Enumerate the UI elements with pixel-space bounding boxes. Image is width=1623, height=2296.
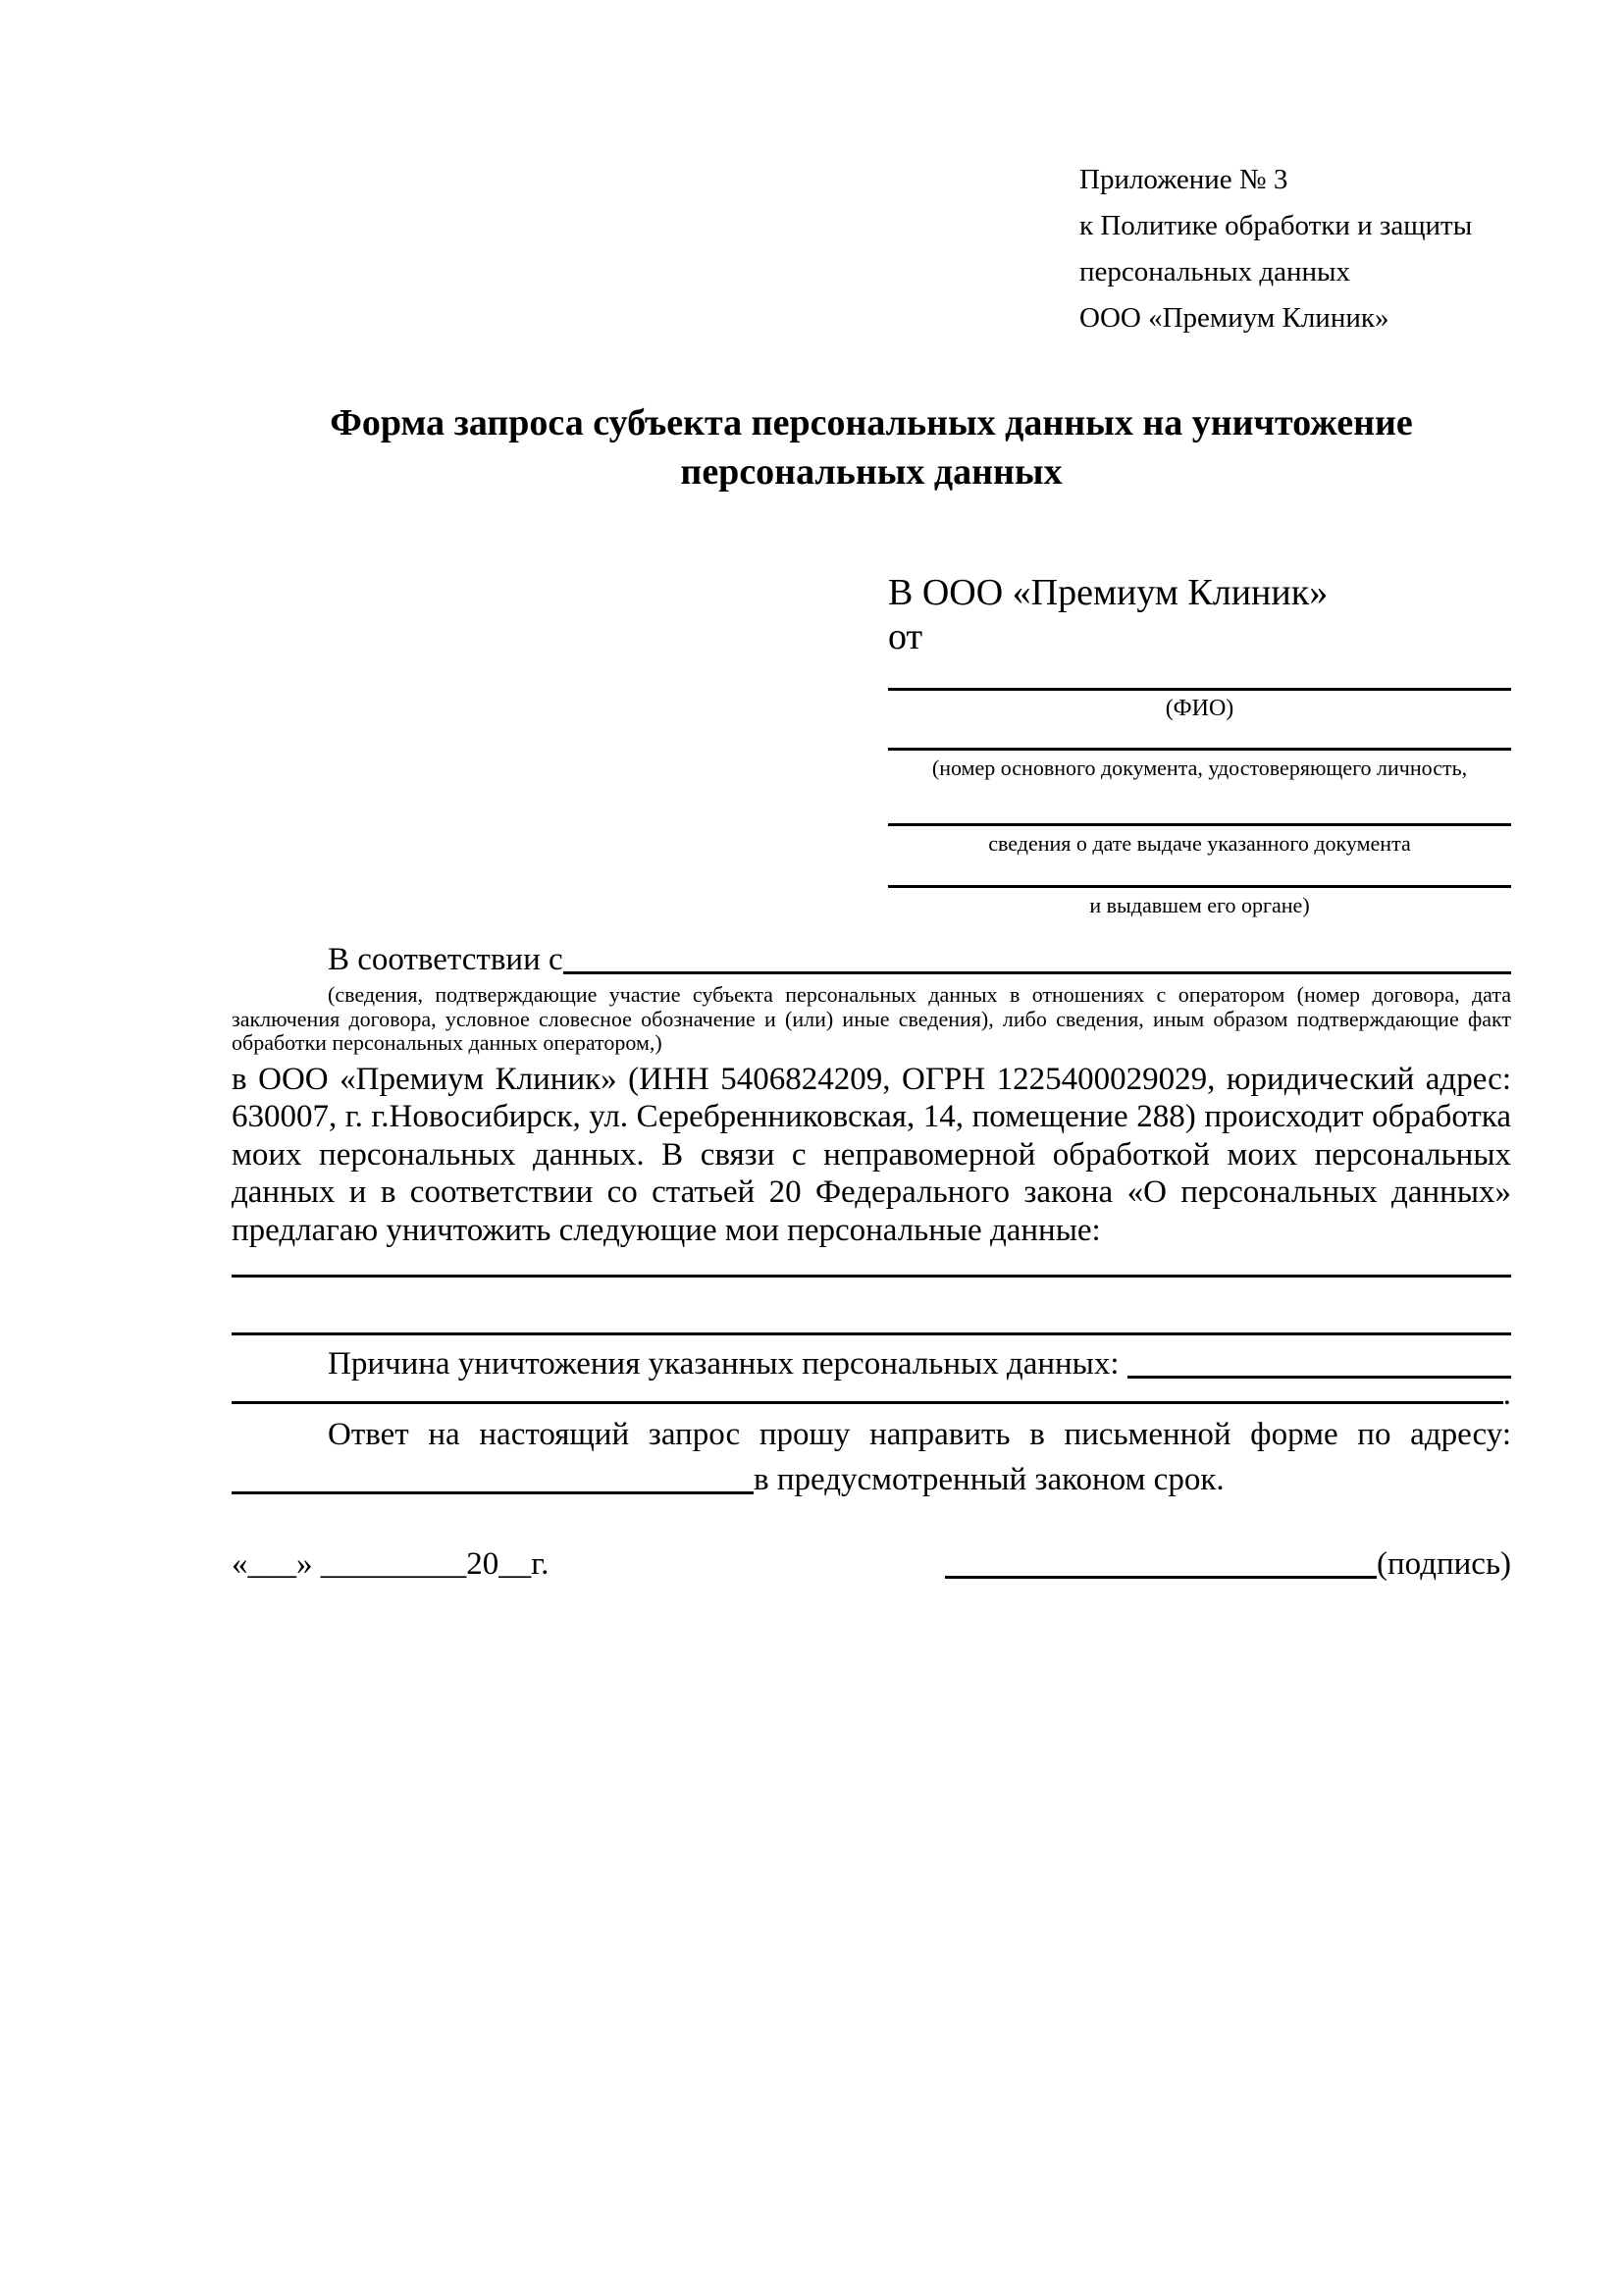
appendix-line: Приложение № 3 bbox=[1079, 164, 1288, 195]
address-field-line[interactable] bbox=[232, 1491, 754, 1494]
accordance-note: (сведения, подтверждающие участие субъекта персональных данных в отношениях с оператором (номер договора, дата заключения договора, условное словесное обозначение и (или) иные сведения), либо сведения, иным образом подтверждающие факт обработки персональных данных оператором,) bbox=[232, 982, 1511, 1055]
addressee-from: от bbox=[888, 616, 923, 657]
accordance-prefix: В соответствии с bbox=[328, 942, 563, 977]
appendix-line: ООО «Премиум Клиник» bbox=[1079, 302, 1389, 334]
addressee-to: В ООО «Премиум Клиник» bbox=[888, 572, 1329, 613]
reason-field-line[interactable] bbox=[1127, 1376, 1511, 1379]
signature-row bbox=[232, 1544, 1511, 1584]
reason-row bbox=[232, 1344, 1511, 1383]
personal-data-field-line[interactable] bbox=[232, 1275, 1511, 1278]
response-line: Ответ на настоящий запрос прошу направить в письменной форме по адресу: bbox=[328, 1417, 1511, 1452]
accordance-field-line[interactable] bbox=[563, 971, 1511, 974]
document-title bbox=[232, 398, 1511, 496]
reason-continuation-row bbox=[232, 1377, 1511, 1412]
reason-label: Причина уничтожения указанных персональных данных: bbox=[328, 1346, 1120, 1382]
fio-label: (ФИО) bbox=[888, 691, 1511, 751]
address-row bbox=[232, 1460, 1511, 1499]
document-number-label: (номер основного документа, удостоверяющего личность, bbox=[888, 751, 1511, 826]
term-suffix: в предусмотренный законом срок. bbox=[754, 1462, 1225, 1497]
date-field[interactable]: «___» _________20__г. bbox=[232, 1546, 550, 1582]
appendix-line: к Политике обработки и защиты bbox=[1079, 210, 1473, 241]
main-paragraph: в ООО «Премиум Клиник» (ИНН 5406824209, ОГРН 1225400029029, юридический адрес: 630007, г. г.Новосибирск, ул. Серебренниковская, 14, помещение 288) происходит обработка моих персональных данных. В связи с неправомерной обработкой моих персональных данных и в соответствии со статьей 20 Федерального закона «О персональных данных» предлагаю уничтожить следующие мои персональные данные: bbox=[232, 1061, 1511, 1248]
document-title-line: Форма запроса субъекта персональных данных на уничтожение bbox=[330, 402, 1413, 444]
signature-label: (подпись) bbox=[1377, 1546, 1511, 1582]
appendix-block bbox=[1079, 157, 1472, 341]
appendix-line: персональных данных bbox=[1079, 256, 1351, 287]
document-title-line: персональных данных bbox=[680, 451, 1063, 493]
addressee-block bbox=[888, 571, 1511, 927]
document-body bbox=[232, 940, 1511, 1584]
signature-field-line[interactable] bbox=[945, 1576, 1377, 1579]
period-mark: . bbox=[1502, 1377, 1511, 1412]
document-issuer-label: и выдавшем его органе) bbox=[1089, 893, 1310, 917]
reason-field-line[interactable] bbox=[232, 1401, 1503, 1404]
document-issue-date-label: сведения о дате выдаче указанного документа bbox=[888, 826, 1511, 888]
accordance-row bbox=[232, 940, 1511, 979]
personal-data-field-line[interactable] bbox=[232, 1332, 1511, 1335]
